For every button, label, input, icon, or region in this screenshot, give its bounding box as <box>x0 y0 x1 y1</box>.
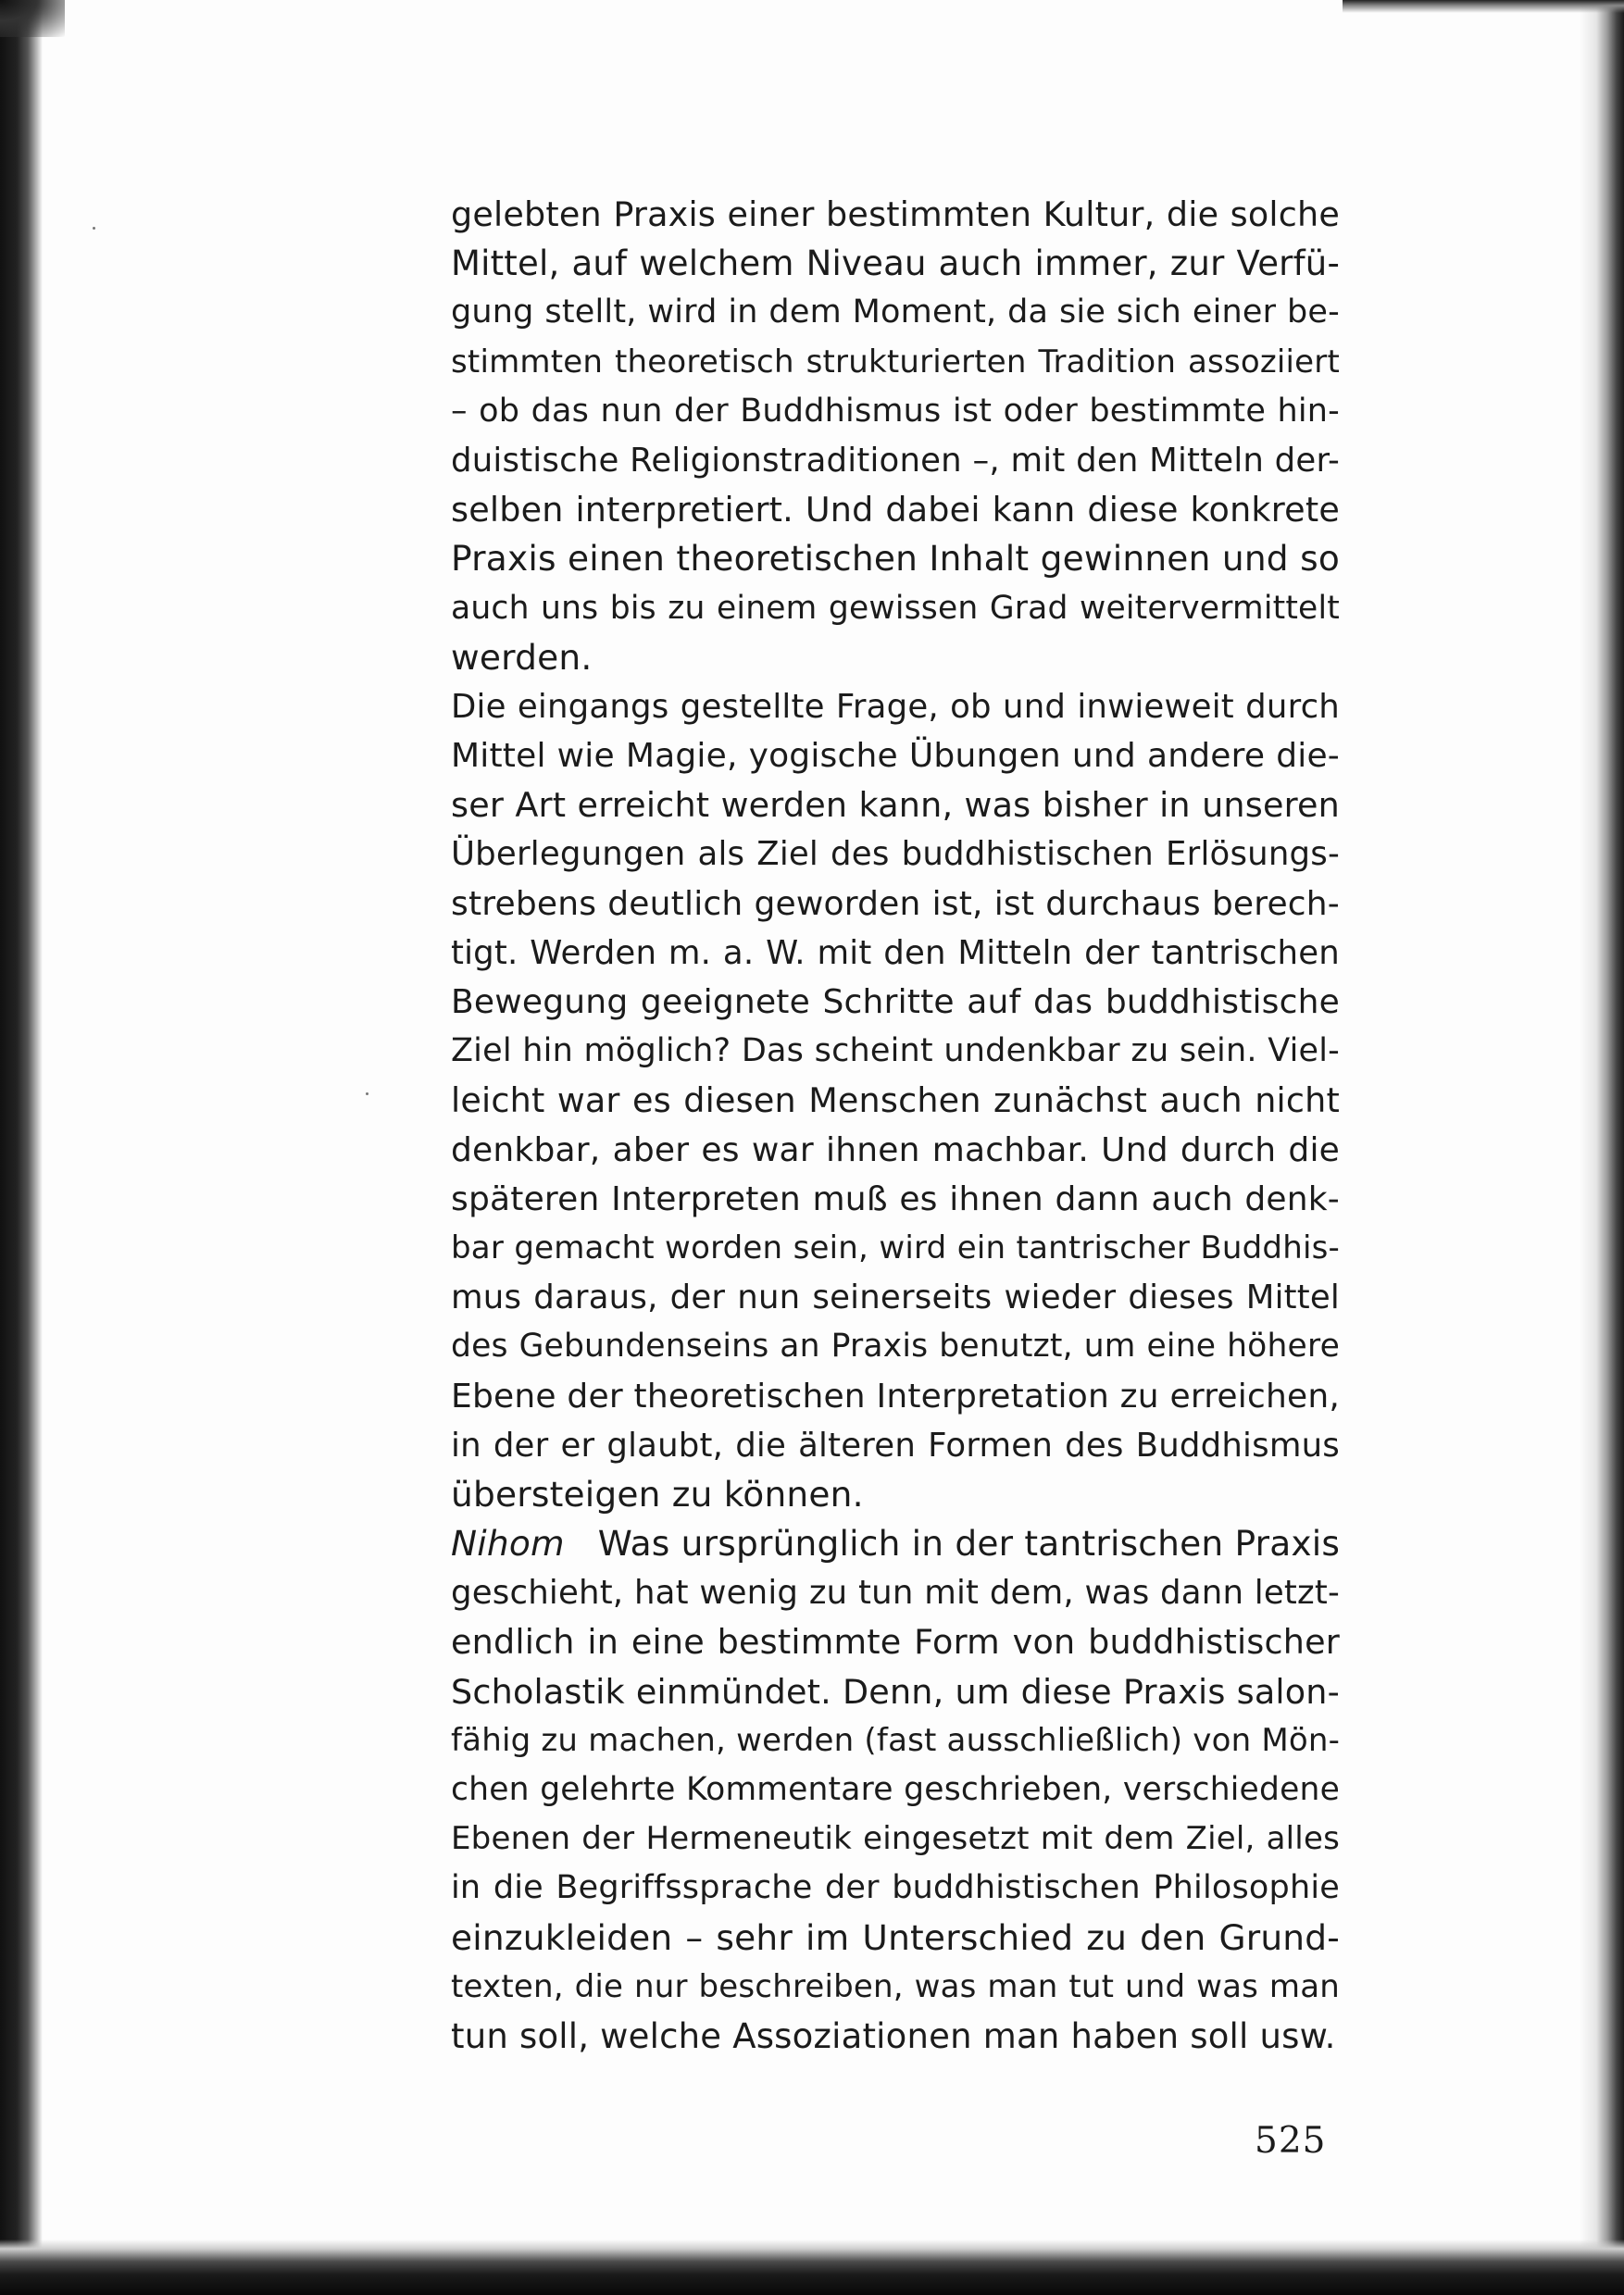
text-line-content: Ebenen der Hermeneutik eingesetzt mit dem Ziel, alles <box>451 1820 1340 1858</box>
text-line <box>451 239 1340 288</box>
text-line-content: tun soll, welche Assoziationen man haben soll usw. <box>451 2015 1336 2056</box>
text-line <box>451 1667 1340 1716</box>
text-line-content: endlich in eine bestimmte Form von buddhistischer <box>451 1622 1340 1663</box>
text-line-content: Ziel hin möglich? Das scheint undenkbar zu sein. Viel- <box>451 1032 1340 1070</box>
text-line <box>451 1027 1340 1076</box>
text-line-content: Was ursprünglich in der tantrischen Praxis <box>597 1523 1341 1565</box>
text-line <box>451 534 1340 583</box>
text-line <box>451 2012 1340 2061</box>
text-line <box>451 1076 1340 1125</box>
text-line <box>451 1421 1340 1470</box>
scan-shadow-left <box>0 0 43 2295</box>
text-line-content: Mittel, auf welchem Niveau auch immer, zur Verfü- <box>451 243 1340 284</box>
text-line-content: Scholastik einmündet. Denn, um diese Praxis salon- <box>451 1671 1340 1712</box>
text-line <box>451 1126 1340 1175</box>
text-line <box>451 1765 1340 1815</box>
text-line-content: strebens deutlich geworden ist, ist durchaus berech- <box>451 884 1340 923</box>
scan-shadow-right <box>1580 0 1624 2295</box>
text-line-content: Mittel wie Magie, yogische Übungen und andere die- <box>451 737 1340 776</box>
text-line <box>451 780 1340 829</box>
text-line <box>451 387 1340 436</box>
text-line <box>451 1322 1340 1371</box>
text-line-content: chen gelehrte Kommentare geschrieben, verschiedene <box>451 1771 1340 1808</box>
text-line <box>451 1273 1340 1322</box>
text-line <box>451 1175 1340 1224</box>
text-line-content: späteren Interpreten muß es ihnen dann auch denk- <box>451 1179 1340 1218</box>
scan-shadow-bottom <box>0 2239 1624 2295</box>
text-line-content: – ob das nun der Buddhismus ist oder bestimmte hin- <box>451 392 1340 430</box>
text-line-content: des Gebundenseins an Praxis benutzt, um eine höhere <box>451 1328 1340 1366</box>
text-line-content: duistische Religionstraditionen –, mit den Mitteln der- <box>451 441 1340 480</box>
text-line-content: texten, die nur beschreiben, was man tut und was man <box>451 1967 1340 2005</box>
text-line-content: selben interpretiert. Und dabei kann diese konkrete <box>451 490 1340 530</box>
text-line-content: mus daraus, der nun seinerseits wieder dieses Mittel <box>451 1278 1340 1317</box>
text-line <box>451 829 1340 879</box>
text-line-content: in der er glaubt, die älteren Formen des Buddhismus <box>451 1426 1340 1465</box>
text-line-content: übersteigen zu können. <box>451 1473 864 1515</box>
scan-speck <box>366 1092 369 1095</box>
text-line <box>451 1864 1340 1913</box>
text-line <box>451 1617 1340 1666</box>
text-line-content: gelebten Praxis einer bestimmten Kultur, die solche <box>451 194 1340 234</box>
speaker-name: Nihom <box>451 1523 565 1565</box>
text-line <box>451 978 1340 1027</box>
text-line-content: bar gemacht worden sein, wird ein tantrischer Buddhis- <box>451 1229 1340 1266</box>
paragraph <box>451 1519 1340 2061</box>
paragraph <box>451 190 1340 682</box>
text-line <box>451 1716 1340 1765</box>
text-line-content: leicht war es diesen Menschen zunächst auch nicht <box>451 1080 1340 1121</box>
text-line <box>451 633 1340 682</box>
text-line <box>451 1963 1340 2012</box>
text-line <box>451 879 1340 929</box>
page-number: 525 <box>1255 2120 1327 2162</box>
paragraph <box>451 682 1340 1519</box>
text-line <box>451 1372 1340 1421</box>
text-line <box>451 338 1340 387</box>
text-line-content: fähig zu machen, werden (fast ausschließlich) von Mön- <box>451 1721 1341 1759</box>
text-line <box>451 1568 1340 1617</box>
text-line-content: gung stellt, wird in dem Moment, da sie sich einer be- <box>451 293 1340 331</box>
text-line-content: ser Art erreicht werden kann, was bisher in unseren <box>451 785 1340 826</box>
text-line <box>451 682 1340 731</box>
text-line-content: einzukleiden – sehr im Unterschied zu den Grund- <box>451 1916 1340 1958</box>
text-line <box>451 1519 1340 1568</box>
text-line <box>451 288 1340 337</box>
text-line <box>451 190 1340 239</box>
text-line <box>451 731 1340 780</box>
text-line-content: geschieht, hat wenig zu tun mit dem, was dann letzt- <box>451 1574 1340 1613</box>
scan-speck <box>93 227 95 230</box>
text-line-content: in die Begriffssprache der buddhistischen Philosophie <box>451 1869 1340 1907</box>
text-line <box>451 1815 1340 1864</box>
text-line-content: stimmten theoretisch strukturierten Tradition assoziiert <box>451 343 1340 380</box>
text-line <box>451 1914 1340 1963</box>
text-line <box>451 1470 1340 1519</box>
text-line <box>451 485 1340 534</box>
text-line-content: tigt. Werden m. a. W. mit den Mitteln der tantrischen <box>451 933 1340 972</box>
text-line <box>451 436 1340 485</box>
text-line-content: Ebene der theoretischen Interpretation zu erreichen, <box>451 1377 1340 1416</box>
scan-shadow-top <box>1343 0 1624 13</box>
text-line <box>451 584 1340 633</box>
scan-shadow-corner <box>0 0 65 37</box>
text-line-content: werden. <box>451 636 593 678</box>
text-line-content: denkbar, aber es war ihnen machbar. Und durch die <box>451 1130 1340 1169</box>
text-line <box>451 1224 1340 1273</box>
text-line-content: Überlegungen als Ziel des buddhistischen Erlösungs- <box>451 835 1340 874</box>
text-line-content: Praxis einen theoretischen Inhalt gewinnen und so <box>451 538 1340 580</box>
text-line-content: Die eingangs gestellte Frage, ob und inwieweit durch <box>451 687 1340 726</box>
text-line-content: auch uns bis zu einem gewissen Grad weitervermittelt <box>451 589 1340 627</box>
text-line <box>451 929 1340 978</box>
body-text <box>451 190 1340 2061</box>
text-line-content: Bewegung geeignete Schritte auf das buddhistische <box>451 983 1340 1021</box>
